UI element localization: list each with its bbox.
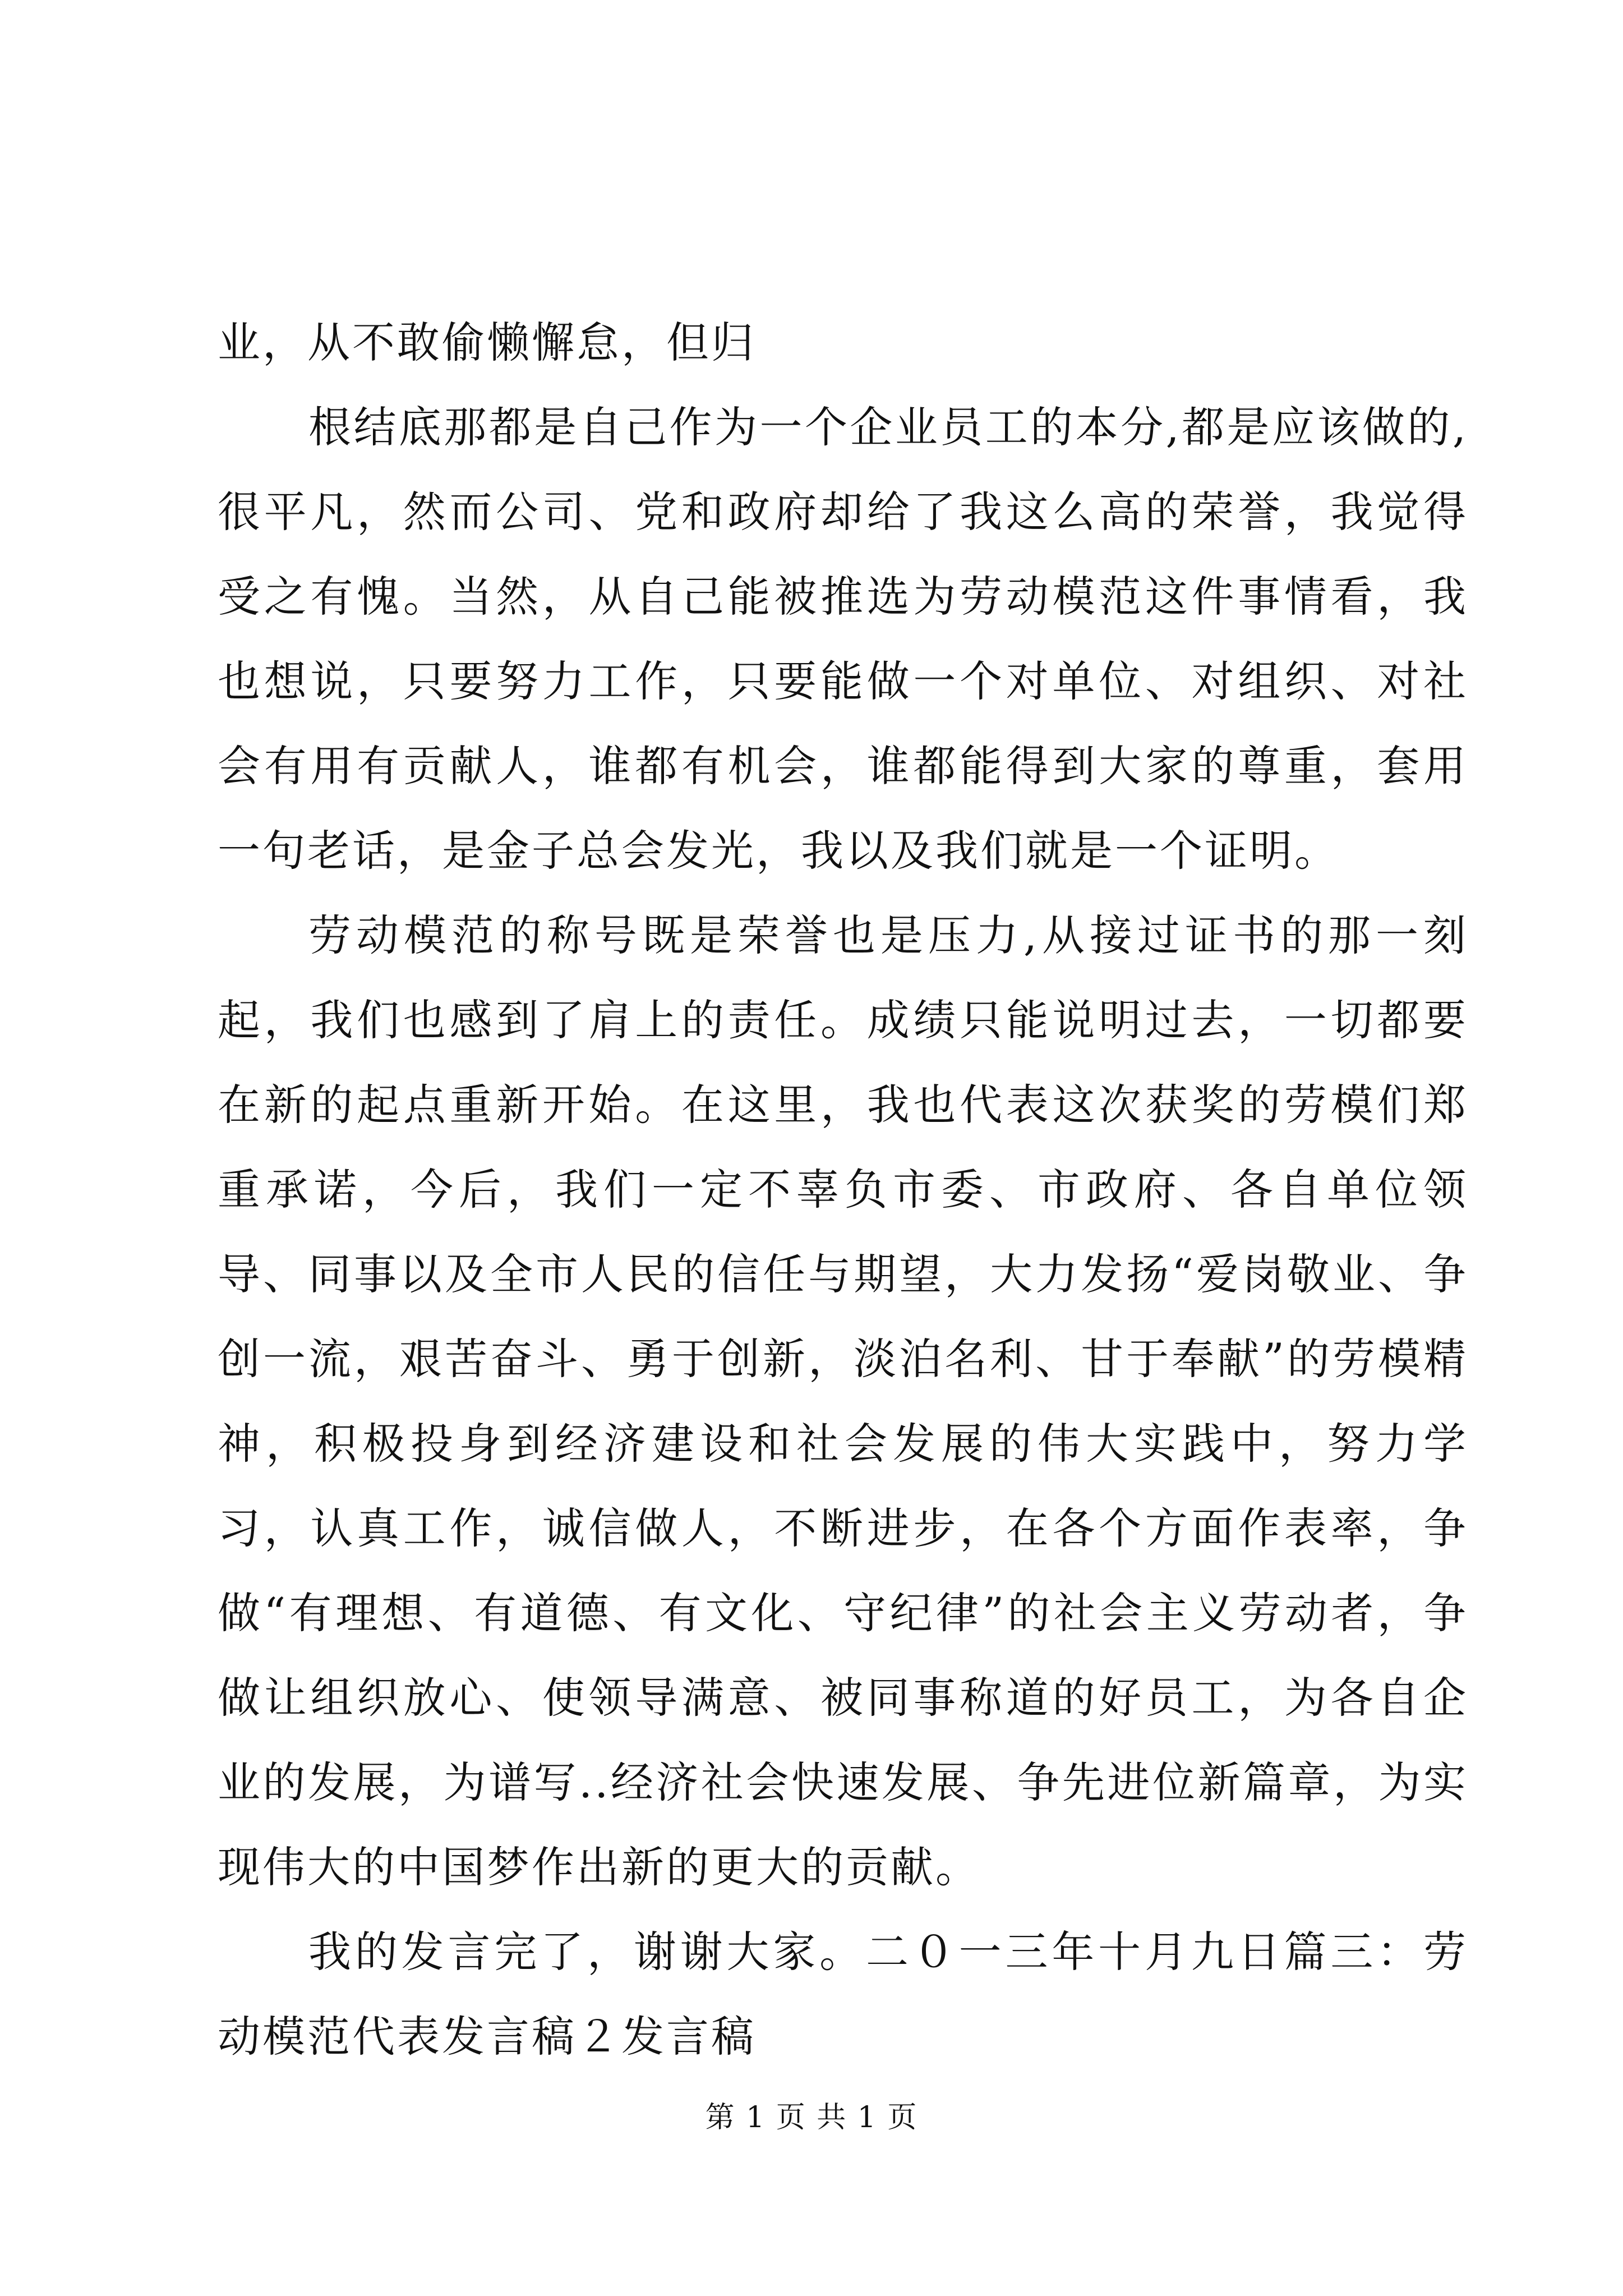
page-footer: 第 1 页 共 1 页 xyxy=(705,2101,918,2134)
paragraph-continuation: 业，从不敢偷懒懈怠，但归 xyxy=(218,318,756,367)
document-body xyxy=(218,300,1468,2079)
paragraph-humility: 根结底那都是自己作为一个企业员工的本分,都是应该做的,很平凡，然而公司、党和政府却给了我这么高的荣誉，我觉得受之有愧。当然，从自己能被推选为劳动模范这件事情看，我也想说，只要努力工作，只要能做一个对单位、对组织、对社会有用有贡献人，谁都有机会，谁都能得到大家的尊重，套用一句老话，是金子总会发光，我以及我们就是一个证明。 xyxy=(218,402,1468,876)
paragraph-closing: 我的发言完了，谢谢大家。二０一三年十月九日篇三：劳动模范代表发言稿２发言稿 xyxy=(218,1927,1468,2062)
paragraph-commitment: 劳动模范的称号既是荣誉也是压力,从接过证书的那一刻起，我们也感到了肩上的责任。成绩只能说明过去，一切都要在新的起点重新开始。在这里，我也代表这次获奖的劳模们郑重承诺，今后，我们一定不辜负市委、市政府、各自单位领导、同事以及全市人民的信任与期望，大力发扬“爱岗敬业、争创一流，艰苦奋斗、勇于创新，淡泊名利、甘于奉献”的劳模精神，积极投身到经济建设和社会发展的伟大实践中，努力学习，认真工作，诚信做人，不断进步，在各个方面作表率，争做“有理想、有道德、有文化、守纪律”的社会主义劳动者，争做让组织放心、使领导满意、被同事称道的好员工，为各自企业的发展，为谱写..经济社会快速发展、争先进位新篇章，为实现伟大的中国梦作出新的更大的贡献。 xyxy=(218,910,1468,1892)
